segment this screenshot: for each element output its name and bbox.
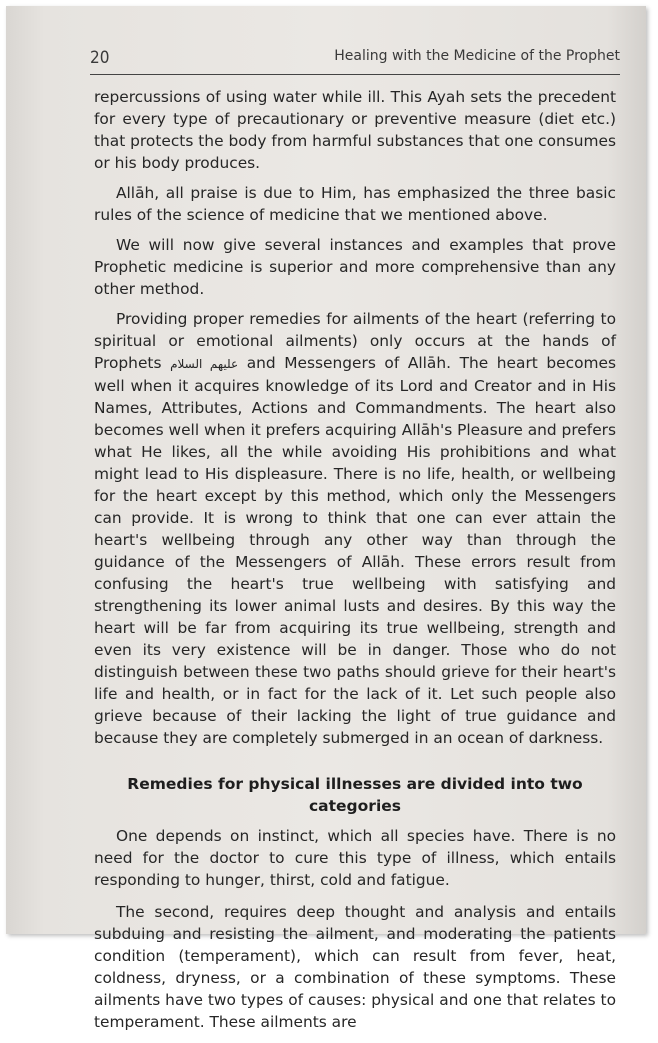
- paragraph-3: We will now give several instances and examples that prove Prophetic medicine is superior and more comprehensive than any other method.: [94, 236, 616, 298]
- paragraph-4-text-a: Providing proper remedies for ailments of the heart (referring to spiritual or emotional ailments) only occurs at the hands of Prophets: [94, 310, 616, 372]
- paragraph-2: Allāh, all praise is due to Him, has emphasized the three basic rules of the science of medicine that we mentioned above.: [94, 184, 616, 224]
- page-body: [94, 86, 616, 1043]
- arabic-honorific: عليهم السلام: [170, 357, 239, 371]
- section-body: [94, 825, 616, 1033]
- book-page: [6, 6, 646, 1031]
- paragraph-6: The second, requires deep thought and analysis and entails subduing and resisting the ailment, and moderating the patients condition (temperament), which can result from fever, heat, coldness, dryness, or a combination of these symptoms. These ailments have two types of causes: physical and one that relates to temperament. These ailments are: [94, 903, 616, 1031]
- paragraph-1: repercussions of using water while ill. This Ayah sets the precedent for every type of precautionary or preventive measure (diet etc.) that protects the body from harmful substances that one consumes or his body produces.: [94, 88, 616, 172]
- paragraph-4-text-b: and Messengers of Allāh. The heart becomes well when it acquires knowledge of its Lord and Creator and in His Names, Attributes, Actions and Commandments. The heart also becomes well when it prefers acquiring Allāh's Pleasure and prefers what He likes, all the while avoiding His prohibitions and what might lead to His displeasure. There is no life, health, or wellbeing for the heart except by this method, which only the Messengers can provide. It is wrong to think that one can ever attain the heart's wellbeing through any other way than through the guidance of the Messengers of Allāh. These errors result from confusing the heart's true wellbeing with satisfying and strengthening its lower animal lusts and desires. By this way the heart will be far from acquiring its true wellbeing, strength and even its very existence will be in danger. Those who do not distinguish between these two paths should grieve for their heart's life and health, or in fact for the lack of it. Let such people also grieve because of their lacking the light of true guidance and because they are completely submerged in an ocean of darkness.: [94, 354, 617, 747]
- section-heading: Remedies for physical illnesses are divided into two categories: [127, 775, 583, 815]
- page-number: 20: [90, 48, 110, 68]
- paragraph-4: [94, 308, 616, 749]
- paragraph-5: One depends on instinct, which all species have. There is no need for the doctor to cure this type of illness, which entails responding to hunger, thirst, cold and fatigue.: [94, 827, 616, 889]
- running-title: Healing with the Medicine of the Prophet: [334, 48, 620, 64]
- page-header: [90, 46, 620, 72]
- header-rule: [90, 74, 620, 75]
